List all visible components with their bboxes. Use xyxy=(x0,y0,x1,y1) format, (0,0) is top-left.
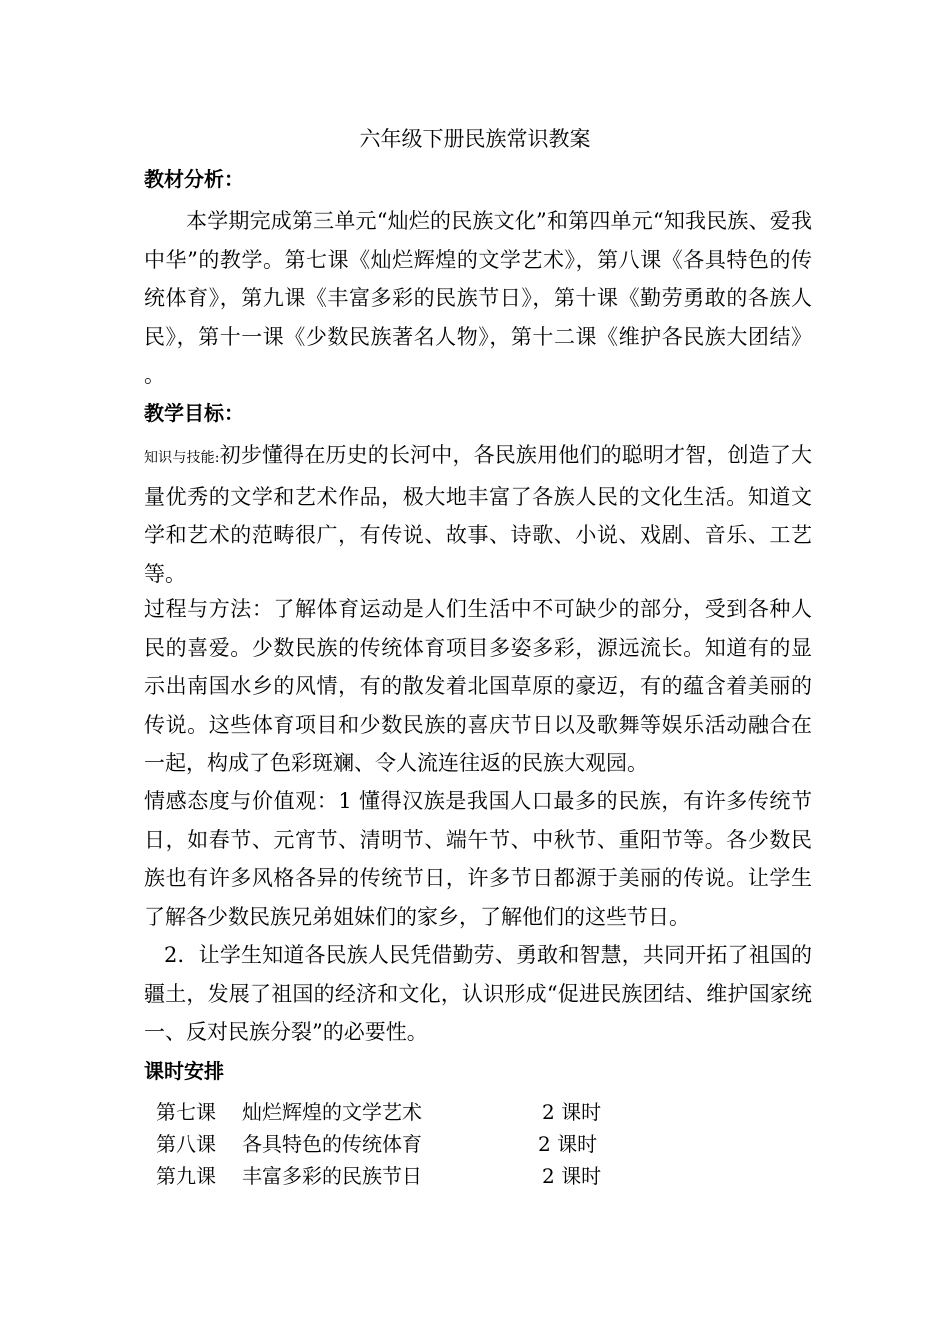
analysis-paragraph: 本学期完成第三单元“灿烂的民族文化”和第四单元“知我民族、爱我中华”的教学。第七课《灿烂辉煌的文学艺术》，第八课《各具特色的传统体育》，第九课《丰富多彩的民族节日》，第十课《勤劳勇敢的各族人民》，第十一课《少数民族著名人物》，第十二课《维护各民族大团结》 。 xyxy=(144,209,812,387)
schedule-hours: 2 课时 xyxy=(542,1100,602,1124)
schedule-lesson-name: 灿烂辉煌的文学艺术 xyxy=(242,1100,422,1124)
schedule-lesson-name: 丰富多彩的民族节日 xyxy=(242,1164,422,1188)
schedule-lesson: 第八课 xyxy=(156,1132,216,1156)
knowledge-label: 知识与技能: xyxy=(144,450,220,466)
document-title: 六年级下册民族常识教案 xyxy=(359,127,591,151)
schedule-row xyxy=(156,1096,756,1128)
point2-paragraph: 2．让学生知道各民族人民凭借勤劳、勇敢和智慧，共同开拓了祖国的疆土，发展了祖国的经济和文化，认识形成“促进民族团结、维护国家统一、反对民族分裂”的必要性。 xyxy=(144,943,812,1044)
schedule-hours: 2 课时 xyxy=(538,1132,598,1156)
schedule-row xyxy=(156,1160,756,1192)
knowledge-text: 初步懂得在历史的长河中，各民族用他们的聪明才智，创造了大量优秀的文学和艺术作品，极大地丰富了各族人民的文化生活。知道文学和艺术的范畴很广，有传说、故事、诗歌、小说、戏剧、音乐、工艺等。 xyxy=(144,443,813,586)
schedule-heading: 课时安排 xyxy=(144,1059,224,1083)
schedule-lesson: 第九课 xyxy=(156,1164,216,1188)
schedule-table xyxy=(156,1096,756,1192)
knowledge-paragraph xyxy=(144,436,812,593)
schedule-hours: 2 课时 xyxy=(542,1164,602,1188)
analysis-heading: 教材分析： xyxy=(144,167,244,191)
schedule-lesson: 第七课 xyxy=(156,1100,216,1124)
goals-heading: 教学目标： xyxy=(144,401,244,425)
process-paragraph: 过程与方法：了解体育运动是人们生活中不可缺少的部分，受到各种人民的喜爱。少数民族的传统体育项目多姿多彩，源远流长。知道有的显示出南国水乡的风情，有的散发着北国草原的豪迈，有的蕴含着美丽的传说。这些体育项目和少数民族的喜庆节日以及歌舞等娱乐活动融合在一起，构成了色彩斑斓、令人流连往返的民族大观园。 xyxy=(144,597,812,775)
emotion-paragraph: 情感态度与价值观：1 懂得汉族是我国人口最多的民族，有许多传统节日，如春节、元宵节、清明节、端午节、中秋节、重阳节等。各少数民族也有许多风格各异的传统节日，许多节日都源于美丽的传说。让学生了解各少数民族兄弟姐妹们的家乡，了解他们的这些节日。 xyxy=(144,789,812,929)
schedule-lesson-name: 各具特色的传统体育 xyxy=(242,1132,422,1156)
schedule-row xyxy=(156,1128,756,1160)
